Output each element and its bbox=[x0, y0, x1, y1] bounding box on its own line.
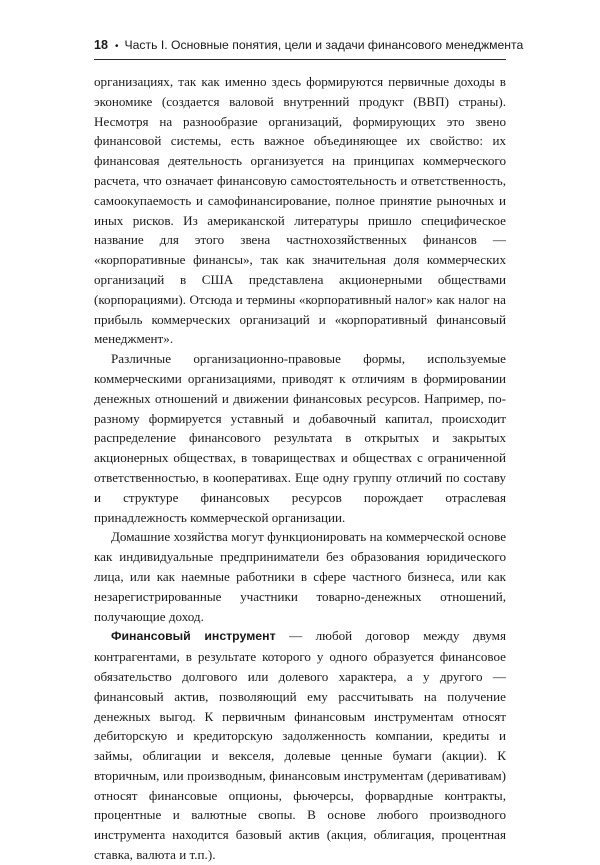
running-title: Часть I. Основные понятия, цели и задачи финансового менеджмента bbox=[124, 38, 524, 52]
paragraph-2: Различные организационно-правовые формы, используемые коммерческими организациями, приводят к отличиям в формировании денежных отношений и движении финансовых ресурсов. Например, по-разному формируется уставный и добавочный капитал, происходит распределение финансового результата в открытых и закрытых акционерных обществах, в товариществах и обществах с ограниченной ответственностью, в кооперативах. Еще одну группу отличий по составу и структуре финансовых ресурсов порождает отраслевая принадлежность коммерческой организации. bbox=[94, 351, 506, 525]
defined-term: Финансовый инструмент bbox=[111, 629, 276, 644]
header-rule bbox=[94, 59, 506, 60]
paragraph-4 bbox=[94, 626, 506, 865]
page-number: 18 bbox=[94, 38, 109, 52]
paragraph-1: организациях, так как именно здесь формируются первичные доходы в экономике (создается валовой внутренний продукт (ВВП) страны). Несмотря на разнообразие организаций, формирующих это звено финансовой системы, есть важное объединяющее их свойство: их финансовая деятельность организуется на принципах коммерческого расчета, что означает финансовую самостоятельность и ответственность, самоокупаемость и самофинансирование, полное принятие рыночных и иных рисков. Из американской литературы пришло специфическое название для этого звена частнохозяйственных финансов — «корпоративные финансы», так как значительная доля коммерческих организаций в США представлена акционерными обществами (корпорациями). Отсюда и термины «корпоративный налог» как налог на прибыль коммерческих организаций и «корпоративный финансовый менеджмент». bbox=[94, 74, 506, 347]
paragraph-3: Домашние хозяйства могут функционировать на коммерческой основе как индивидуальные предприниматели без образования юридического лица, или как наемные работники в сфере частного бизнеса, или как незарегистрированные участники товарно-денежных отношений, получающие доход. bbox=[94, 529, 506, 624]
body-text bbox=[94, 72, 506, 865]
definition-text: — любой договор между двумя контрагентами, в результате которого у одного образуется финансовое обязательство долгового или долевого характера, а у другого — финансовый актив, позволяющий ему рассчитывать на получение денежных выгод. К первичным финансовым инструментам относят дебиторскую и кредиторскую задолженность компании, кредиты и займы, облигации и векселя, долевые ценные бумаги (акции). К вторичным, или производным, финансовым инструментам (деривативам) относят финансовые опционы, фьючерсы, форвардные контракты, процентные и валютные свопы. В основе любого производного инструмента находится базовый актив (акция, облигация, процентная ставка, валюта и т.п.). bbox=[94, 628, 506, 863]
header-bullet: • bbox=[115, 41, 119, 52]
running-header bbox=[94, 38, 524, 52]
